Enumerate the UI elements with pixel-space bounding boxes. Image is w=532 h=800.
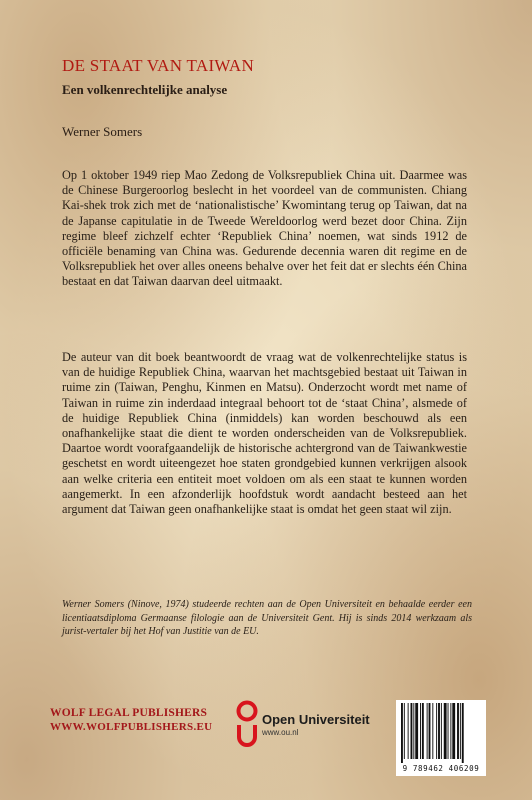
author-bio: Werner Somers (Ninove, 1974) studeerde rechten aan de Open Universiteit en behaalde eerder een licentiaatsdiploma Germaanse filologie aan de Universiteit Gent. Hij is sinds 2014 werkzaam als jurist-vertaler bij het Hof van Justitie van de EU.: [62, 599, 472, 638]
publisher-block: [50, 707, 212, 733]
ou-logo-icon: [236, 700, 258, 748]
book-title: DE STAAT VAN TAIWAN: [62, 56, 255, 75]
university-name: Open Universiteit: [262, 712, 370, 727]
author-name: Werner Somers: [62, 124, 143, 139]
blurb-paragraph-1: Op 1 oktober 1949 riep Mao Zedong de Volksrepubliek China uit. Daarmee was de Chinese Burgeroorlog beslecht in het voordeel van de communisten. Chiang Kai-shek trok zich met de ‘nationalistische’ Kwomintang terug op Taiwan, dat na de Japanse capitulatie in de Tweede Wereldoorlog werd bezet door China. Zijn regime bleef zichzelf echter ‘Republiek China’ noemen, wat sinds 1912 de officiële benaming van China was. Gedurende decennia waren dit regime en de Volksrepubliek het over alles oneens behalve over het feit dat er slechts één China bestaat en dat Taiwan daarvan deel uitmaakt.: [62, 168, 467, 289]
university-url: www.ou.nl: [262, 728, 299, 737]
publisher-url: WWW.WOLFPUBLISHERS.EU: [50, 721, 213, 733]
publisher-name: WOLF LEGAL PUBLISHERS: [50, 707, 208, 719]
isbn-digits: 9 789462 406209: [402, 764, 480, 773]
university-block: [262, 712, 370, 737]
isbn-barcode: [396, 700, 486, 776]
barcode-bars: [401, 703, 481, 763]
blurb-paragraph-2: De auteur van dit boek beantwoordt de vraag wat de volkenrechtelijke status is van de huidige Republiek China, waarvan het machtsgebied bestaat uit Taiwan in ruime zin (Taiwan, Penghu, Kinmen en Matsu). Onderzocht wordt met name of Taiwan in ruime zin inderdaad integraal behoort tot de ‘staat China’, alsmede of de huidige Republiek China (inmiddels) kan worden beschouwd als een onafhankelijke staat die dient te worden onderscheiden van de Volksrepubliek. Daartoe wordt voorafgaandelijk de historische achtergrond van de Taiwankwestie geschetst en wordt uiteengezet hoe staten grondgebied kunnen verkrijgen alsook aan welke criteria een entiteit moet voldoen om als een staat te kunnen worden aangemerkt. In een afzonderlijk hoofdstuk wordt aandacht besteed aan het argument dat Taiwan geen onafhankelijke staat is omdat het geen staat wil zijn.: [62, 350, 467, 517]
book-subtitle: Een volkenrechtelijke analyse: [62, 82, 228, 97]
